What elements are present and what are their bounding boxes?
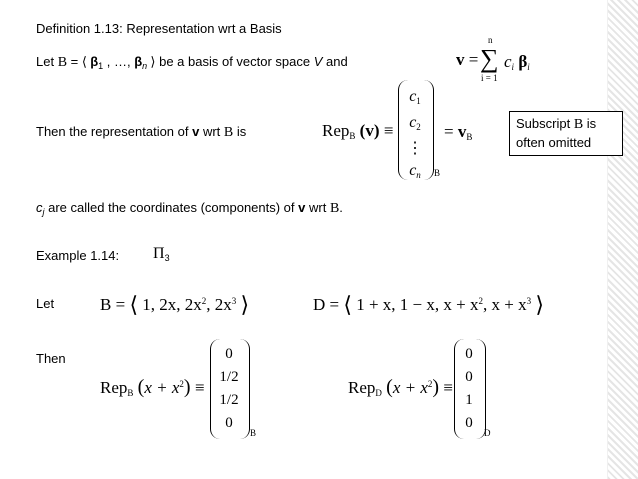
angle-close: ⟩ [147,54,156,69]
angle-open: ⟨ [81,54,91,69]
coord-v: v [298,200,306,215]
rep-arg: (v) [359,121,380,140]
basis-symbol: B [57,55,68,70]
sum-formula [456,50,478,70]
c-entry-dots: ⋮ [407,140,423,157]
repB-expression: Rep$_B$ $(x + x^2)$ ≡ [100,376,205,398]
result-v-sub: B [466,132,473,142]
repB-entry-3: 1/2 [219,392,239,408]
result-v: v [457,122,467,141]
example-pi: $\Pi_3$ [153,245,170,263]
vector-space-V: V [313,54,323,69]
rep-label: Rep [322,121,350,140]
c-entry-n: $c_n$ [409,162,421,180]
decorative-stripe [607,0,638,479]
and-word: and [322,54,348,69]
definition-let-line [36,54,348,71]
coord-wrt: wrt [305,200,330,215]
c-entry-1: $c_1$ [409,88,421,106]
c-vector-entries [398,86,432,186]
c-entry-2: $c_2$ [409,114,421,132]
coord-text: are called the coordinates (components) of [44,200,299,215]
basis-D-def: D = ⟨ 1 + x, 1 − x, $x + x^2$, $x + x^3$ ⟩ [313,292,544,317]
beta-1-sub: 1 [98,61,104,71]
subscript-note [509,111,623,156]
sum-c-sub: i [511,62,515,72]
sum-v: v [456,50,465,69]
basis-B-def: B = ⟨ 1, 2x, $2x^2$, $2x^3$ ⟩ [100,292,250,317]
then-representation-line [36,124,246,141]
repB-entry-1: 0 [225,346,233,362]
let2-label: Let [36,296,55,311]
coord-B: B [329,201,340,216]
let-prefix: Let [36,54,58,69]
coord-c: c [36,200,43,215]
sum-top: n [488,35,493,45]
then2-label: Then [36,351,66,366]
coord-period: . [339,200,343,215]
rep-expression [322,121,393,141]
definition-title: Definition 1.13: Representation wrt a Basis [36,21,282,36]
sum-bottom: i = 1 [481,73,498,83]
repD-entry-3: 1 [465,392,473,408]
example-label: Example 1.14: [36,248,120,263]
result-eq: = [444,122,454,141]
let-suffix: be a basis of vector space [155,54,314,69]
repD-entry-4: 0 [465,415,473,431]
repB-entry-2: 1/2 [219,369,239,385]
repD-expression: Rep$_D$ $(x + x^2)$ ≡ [348,376,453,398]
rep-sub: B [349,131,356,141]
coord-j: j [42,207,45,217]
repD-entry-2: 0 [465,369,473,385]
repB-entry-4: 0 [225,415,233,431]
coordinates-line [36,200,343,217]
sum-terms [504,52,530,72]
beta-n: β [134,54,143,69]
repD-vector-sub: D [484,428,491,438]
sum-beta: β [518,52,528,71]
sum-beta-sub: i [527,62,530,72]
beta-1: β [90,54,99,69]
c-vector-sub: B [434,168,441,178]
repB-vector-entries [210,343,248,435]
then-prefix: Then the representation of [36,124,193,139]
note-line-1: Subscript B is [516,116,597,132]
then-v: v [192,124,200,139]
then-mid: wrt [199,124,224,139]
then-B: B [223,125,234,140]
repD-vector-entries [454,343,484,435]
equals: = [67,54,82,69]
sigma-symbol: ∑ [480,44,499,73]
note-line-2: often omitted [516,135,592,150]
beta-n-sub: n [142,61,148,71]
rep-equiv: ≡ [383,121,394,140]
sum-equals: = [468,50,479,69]
then-suffix: is [233,124,247,139]
repD-entry-1: 0 [465,346,473,362]
sum-c: c [504,52,512,71]
result-vb [444,122,472,142]
repB-vector-sub: B [250,428,257,438]
ellipsis: , …, [103,54,135,69]
